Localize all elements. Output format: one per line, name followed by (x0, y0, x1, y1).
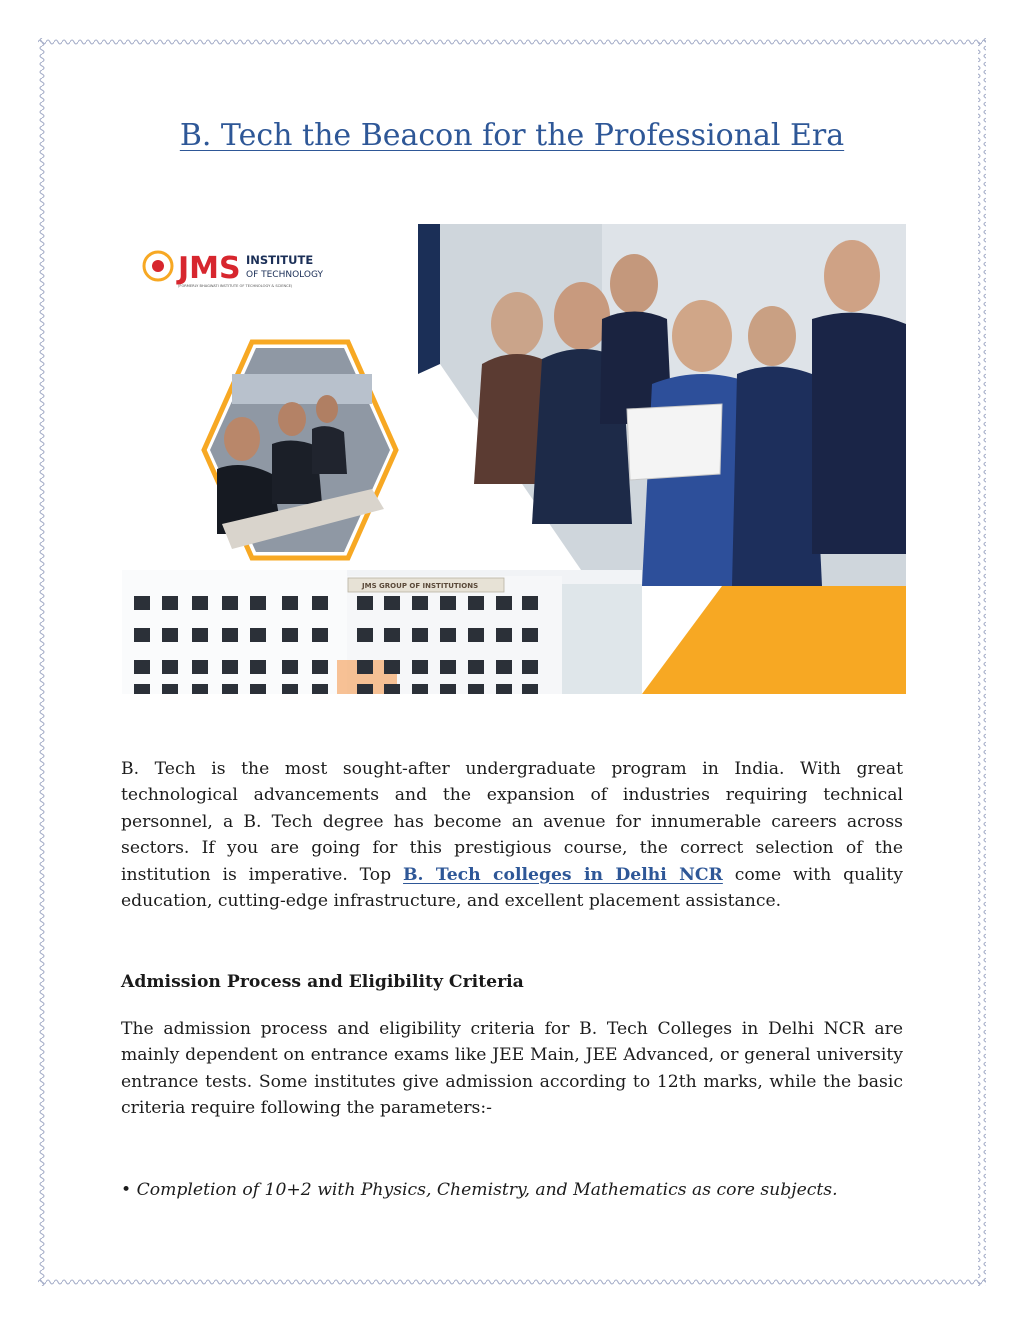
building-window (357, 660, 373, 674)
building-window (522, 684, 538, 694)
laptop (627, 404, 722, 480)
building-window (134, 596, 150, 610)
intro-text-after: come with quality education, cutting-edge infrastructure, and excellent placement assistance. (121, 864, 903, 912)
building-sign: JMS GROUP OF INSTITUTIONS (362, 582, 479, 590)
building-window (312, 684, 328, 694)
building-window (250, 660, 266, 674)
building-window (192, 628, 208, 642)
building-window (250, 684, 266, 694)
building-window (192, 684, 208, 694)
building-window (440, 596, 456, 610)
building-window (222, 628, 238, 642)
building-window (282, 596, 298, 610)
logo-line2: OF TECHNOLOGY (246, 270, 323, 280)
building-window (222, 596, 238, 610)
admission-heading: Admission Process and Eligibility Criteria (121, 972, 524, 992)
building-window (384, 596, 400, 610)
building-window (162, 684, 178, 694)
building-window (384, 660, 400, 674)
building-window (440, 660, 456, 674)
building-window (496, 628, 512, 642)
building-window (468, 684, 484, 694)
intro-paragraph (121, 756, 903, 914)
admission-paragraph: The admission process and eligibility criteria for B. Tech Colleges in Delhi NCR are mainly dependent on entrance exams like JEE Main, JEE Advanced, or general university entrance tests. Some institutes give admission according to 12th marks, while the basic criteria require following the parameters:- (121, 1019, 903, 1119)
hero-image (122, 224, 906, 694)
building-window (468, 660, 484, 674)
building-window (468, 596, 484, 610)
navy-band-shape (418, 224, 440, 374)
building-window (468, 628, 484, 642)
building-window (192, 596, 208, 610)
building-window (162, 660, 178, 674)
building-window (312, 660, 328, 674)
building-window (134, 660, 150, 674)
building-window (357, 628, 373, 642)
building-window (384, 684, 400, 694)
building-window (312, 628, 328, 642)
building-window (522, 596, 538, 610)
building-window (357, 684, 373, 694)
building-window (192, 660, 208, 674)
building-window (440, 684, 456, 694)
building-window (496, 684, 512, 694)
jms-logo (144, 251, 323, 288)
building-window (162, 628, 178, 642)
building-window (250, 628, 266, 642)
building-window (412, 628, 428, 642)
building-window (522, 660, 538, 674)
intro-text-before: B. Tech is the most sought-after undergraduate program in India. With great technological advancements and the expansion of industries requiring technical personnel, a B. Tech degree has become an avenue for innumerable careers across sectors. If you are going for this prestigious course, the correct selection of the institution is imperative. Top (121, 759, 903, 885)
bullet-marker: • (121, 1180, 132, 1200)
building-window (162, 596, 178, 610)
page-title: B. Tech the Beacon for the Professional Era (179, 118, 845, 153)
building-window (412, 684, 428, 694)
logo-tagline: (FORMERLY BHAGWATI INSTITUTE OF TECHNOLOGY & SCIENCE) (178, 284, 293, 288)
building-window (134, 684, 150, 694)
btech-colleges-link[interactable]: B. Tech colleges in Delhi NCR (403, 864, 723, 885)
logo-line1: INSTITUTE (246, 253, 314, 267)
bullet-text: Completion of 10+2 with Physics, Chemistry, and Mathematics as core subjects. (136, 1180, 838, 1200)
building-window (282, 628, 298, 642)
eligibility-bullet (121, 1180, 838, 1200)
building-window (496, 596, 512, 610)
building-window (412, 596, 428, 610)
building-window (250, 596, 266, 610)
building-window (222, 660, 238, 674)
building-window (496, 660, 512, 674)
building-window (134, 628, 150, 642)
building-window (282, 660, 298, 674)
building-window (384, 628, 400, 642)
building-window (282, 684, 298, 694)
building-window (522, 628, 538, 642)
building-window (357, 596, 373, 610)
logo-brand: JMS (178, 251, 241, 286)
building-window (222, 684, 238, 694)
classroom-hexagon (204, 342, 396, 558)
building-window (440, 628, 456, 642)
building-window (412, 660, 428, 674)
building-window (312, 596, 328, 610)
